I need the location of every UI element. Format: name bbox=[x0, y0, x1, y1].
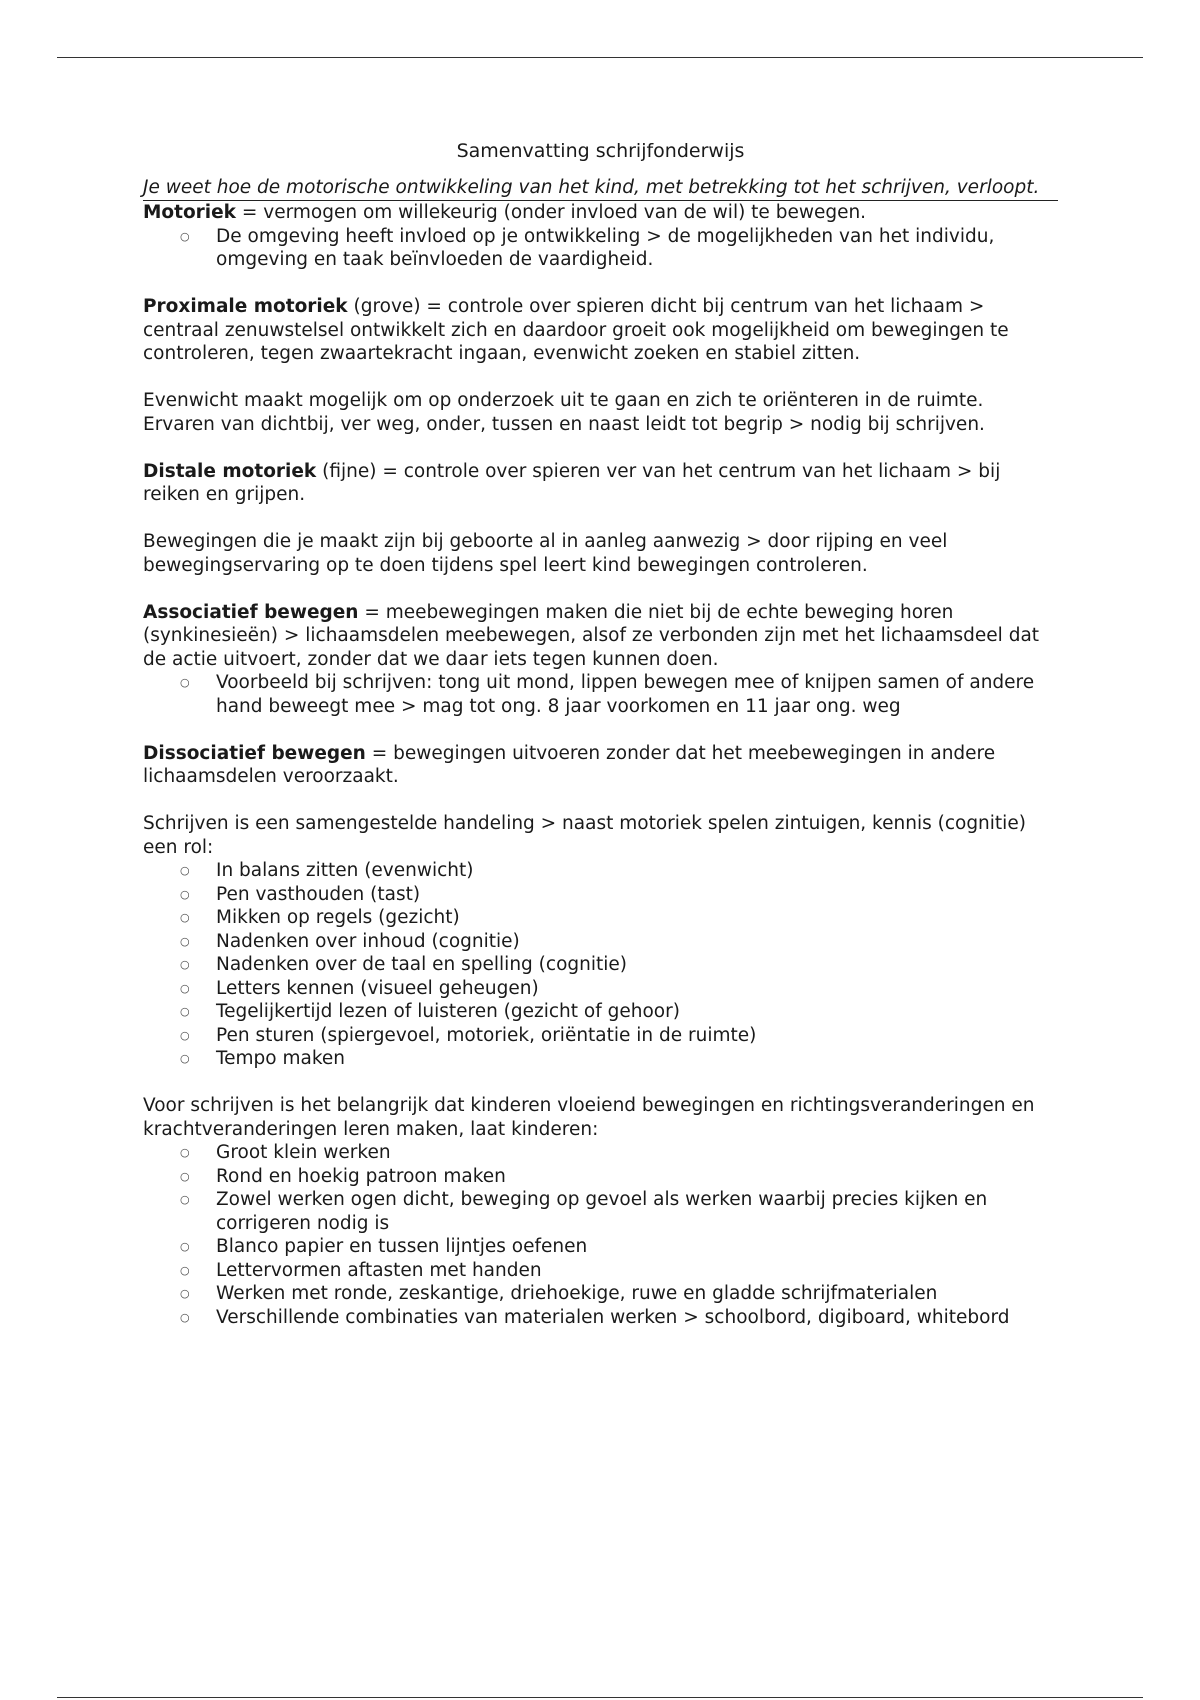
list-item bbox=[180, 859, 1058, 883]
document-body bbox=[143, 140, 1058, 1329]
definition: = bewegingen uitvoeren zonder dat het meebewegingen in andere lichaamsdelen veroorzaakt. bbox=[143, 742, 996, 787]
list-item-text: Voorbeeld bij schrijven: tong uit mond, lippen bewegen mee of knijpen samen of andere hand beweegt mee > mag tot ong. 8 jaar voorkomen en 11 jaar ong. weg bbox=[216, 672, 1035, 717]
list-item bbox=[180, 1165, 1058, 1189]
list-item-text: Groot klein werken bbox=[216, 1142, 391, 1163]
list-item bbox=[180, 953, 1058, 977]
definition: (fijne) = controle over spieren ver van het centrum van het lichaam > bij reiken en grijpen. bbox=[143, 460, 1001, 505]
paragraph-evenwicht-2: Ervaren van dichtbij, ver weg, onder, tussen en naast leidt tot begrip > nodig bij schrijven. bbox=[143, 413, 985, 435]
list-item-text: In balans zitten (evenwicht) bbox=[216, 860, 474, 881]
term: Dissociatief bewegen bbox=[143, 742, 366, 764]
paragraph-schrijven: Schrijven is een samengestelde handeling > naast motoriek spelen zintuigen, kennis (cognitie) een rol: bbox=[143, 813, 1026, 858]
bullet-icon: ○ bbox=[180, 1005, 190, 1018]
list-associatief bbox=[143, 671, 1058, 718]
list-item bbox=[180, 977, 1058, 1001]
bullet-icon: ○ bbox=[180, 887, 190, 901]
bullet-icon: ○ bbox=[180, 1052, 190, 1065]
list-motoriek bbox=[143, 225, 1058, 272]
list-item-text: Mikken op regels (gezicht) bbox=[216, 907, 460, 928]
list-item bbox=[180, 906, 1058, 930]
term: Proximale motoriek bbox=[143, 296, 348, 317]
term: Associatief bewegen bbox=[143, 601, 359, 623]
bullet-icon: ○ bbox=[180, 1146, 190, 1159]
definition: = vermogen om willekeurig (onder invloed van de wil) te bewegen. bbox=[236, 202, 867, 223]
header-rule bbox=[57, 57, 1143, 58]
list-item bbox=[180, 1235, 1058, 1259]
list-item bbox=[180, 883, 1058, 907]
list-item-text: Tempo maken bbox=[216, 1048, 346, 1069]
paragraph-motoriek bbox=[143, 201, 1058, 225]
list-item bbox=[180, 225, 1058, 272]
list-item-text: Verschillende combinaties van materialen werken > schoolbord, digiboard, whitebord bbox=[216, 1306, 1010, 1328]
list-item bbox=[180, 1259, 1058, 1283]
list-item bbox=[180, 1282, 1058, 1306]
list-item-text: De omgeving heeft invloed op je ontwikkeling > de mogelijkheden van het individu, omgeving en taak beïnvloeden de vaardigheid. bbox=[216, 225, 995, 270]
bullet-icon: ○ bbox=[180, 1263, 190, 1277]
list-item-text: Rond en hoekig patroon maken bbox=[216, 1165, 506, 1187]
bullet-icon: ○ bbox=[180, 934, 190, 948]
footer-rule bbox=[57, 1697, 1143, 1698]
bullet-icon: ○ bbox=[180, 1028, 190, 1042]
bullet-icon: ○ bbox=[180, 1169, 190, 1183]
bullet-icon: ○ bbox=[180, 1193, 190, 1206]
list-item-text: Nadenken over de taal en spelling (cognitie) bbox=[216, 954, 627, 975]
bullet-icon: ○ bbox=[180, 1287, 190, 1300]
list-item bbox=[180, 1306, 1058, 1330]
paragraph-voor-schrijven: Voor schrijven is het belangrijk dat kinderen vloeiend bewegingen en richtingsveranderingen en krachtveranderingen leren maken, laat kinderen: bbox=[143, 1095, 1035, 1140]
bullet-icon: ○ bbox=[180, 911, 190, 924]
list-item-text: Lettervormen aftasten met handen bbox=[216, 1259, 542, 1281]
bullet-icon: ○ bbox=[180, 1240, 190, 1253]
list-item bbox=[180, 1188, 1058, 1235]
bullet-icon: ○ bbox=[180, 1310, 190, 1324]
definition: (grove) = controle over spieren dicht bij centrum van het lichaam > centraal zenuwstelsel ontwikkelt zich en daardoor groeit ook mogelijkheid om bewegingen te controleren, tegen zwaartekracht ingaan, evenwicht zoeken en stabiel zitten. bbox=[143, 296, 1009, 364]
bullet-icon: ○ bbox=[180, 958, 190, 971]
paragraph-proximaal bbox=[143, 295, 1058, 366]
list-item bbox=[180, 930, 1058, 954]
list-item bbox=[180, 1141, 1058, 1165]
list-item-text: Pen sturen (spiergevoel, motoriek, oriëntatie in de ruimte) bbox=[216, 1024, 757, 1046]
list-item bbox=[180, 1024, 1058, 1048]
paragraph-dissociatief bbox=[143, 742, 1058, 789]
list-schrijven bbox=[143, 859, 1058, 1071]
bullet-icon: ○ bbox=[180, 981, 190, 995]
paragraph-bewegingen: Bewegingen die je maakt zijn bij geboorte al in aanleg aanwezig > door rijping en veel bewegingservaring op te doen tijdens spel leert kind bewegingen controleren. bbox=[143, 531, 948, 576]
list-item-text: Tegelijkertijd lezen of luisteren (gezicht of gehoor) bbox=[216, 1001, 680, 1022]
list-voor-schrijven bbox=[143, 1141, 1058, 1329]
list-item bbox=[180, 1047, 1058, 1071]
term: Motoriek bbox=[143, 202, 236, 223]
paragraph-distaal bbox=[143, 460, 1058, 507]
bullet-icon: ○ bbox=[180, 229, 190, 243]
term: Distale motoriek bbox=[143, 460, 317, 482]
list-item bbox=[180, 1000, 1058, 1024]
list-item-text: Letters kennen (visueel geheugen) bbox=[216, 977, 539, 999]
definition: = meebewegingen maken die niet bij de echte beweging horen (synkinesieën) > lichaamsdelen meebewegen, alsof ze verbonden zijn met het lichaamsdeel dat de actie uitvoert, zonder dat we daar iets tegen kunnen doen. bbox=[143, 601, 1040, 670]
learning-goal: Je weet hoe de motorische ontwikkeling van het kind, met betrekking tot het schrijven, verloopt. bbox=[143, 176, 1058, 202]
list-item-text: Zowel werken ogen dicht, beweging op gevoel als werken waarbij precies kijken en corrigeren nodig is bbox=[216, 1189, 988, 1234]
paragraph-evenwicht-1: Evenwicht maakt mogelijk om op onderzoek uit te gaan en zich te oriënteren in de ruimte. bbox=[143, 390, 984, 411]
bullet-icon: ○ bbox=[180, 864, 190, 877]
list-item bbox=[180, 671, 1058, 718]
paragraph-associatief bbox=[143, 601, 1058, 672]
bullet-icon: ○ bbox=[180, 676, 190, 689]
page-title: Samenvatting schrijfonderwijs bbox=[456, 140, 745, 162]
list-item-text: Pen vasthouden (tast) bbox=[216, 883, 421, 905]
list-item-text: Nadenken over inhoud (cognitie) bbox=[216, 930, 520, 952]
list-item-text: Werken met ronde, zeskantige, driehoekige, ruwe en gladde schrijfmaterialen bbox=[216, 1283, 938, 1304]
list-item-text: Blanco papier en tussen lijntjes oefenen bbox=[216, 1236, 588, 1257]
